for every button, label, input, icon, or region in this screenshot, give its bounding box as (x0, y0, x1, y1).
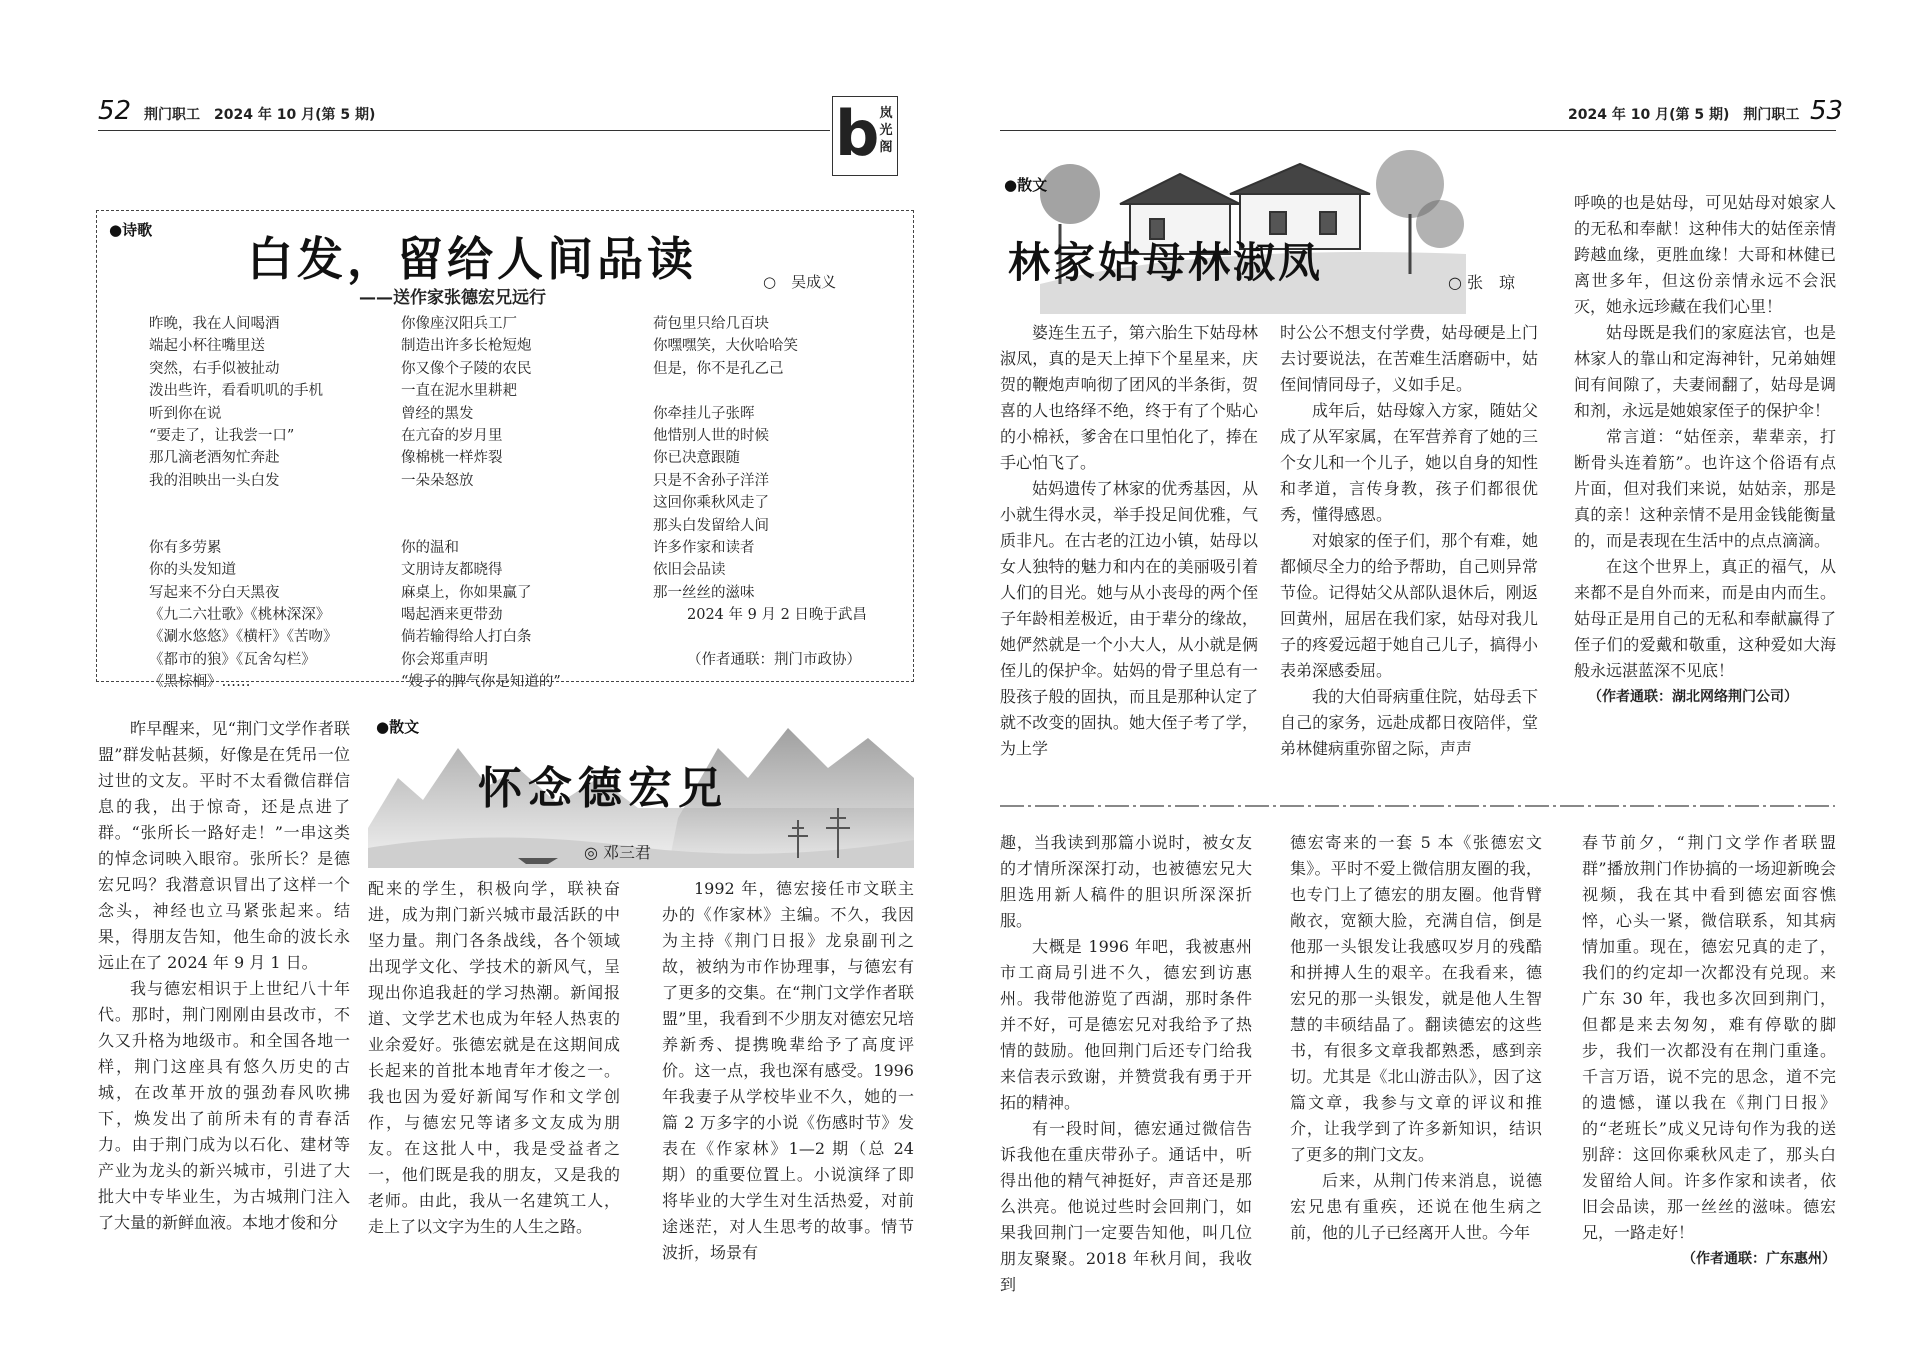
header-rule-right (1000, 130, 1836, 131)
essay1-author: ◎ 邓三君 (584, 843, 652, 862)
poem-tag: ●诗歌 (109, 221, 153, 239)
essay2-author: ○ 张 琼 (1448, 273, 1516, 292)
essay1-title: 怀念德宏兄 (478, 763, 728, 814)
essay1-column-5: 德宏寄来的一套 5 本《张德宏文集》。平时不爱上微信朋友圈的我，也专门上了德宏的朋友圈。他背臂敞衣，宽额大脸，充满自信，倒是他那一头银发让我感叹岁月的残酷和拼搏人生的艰辛。在我看来，德宏兄的那一头银发，就是他人生智慧的丰硕结晶了。翻读德宏的这些书，有很多文章我都熟悉，感到亲切。尤其是《北山游击队》，因了这篇文章，我参与文章的评议和推介，让我学到了许多新知识，结识了更多的荆门文友。 后来，从荆门传来消息，说德宏兄患有重疾，还说在他生病之前，他的儿子已经离开人世。今年 (1290, 833, 1542, 1242)
section-divider (1000, 802, 1835, 810)
essay1-column-1: 昨早醒来，见“荆门文学作者联盟”群发帖甚频，好像是在凭吊一位过世的文友。平时不太看微信群信息的我，出于惊奇，还是点进了群。“张所长一路好走！”一串这类的悼念词映入眼帘。张所长？是德宏兄吗？我潜意识冒出了这样一个念头，神经也立马紧张起来。结果，得朋友告知，他生命的波长永远止在了 2024 年 9 月 1 日。 我与德宏相识于上世纪八十年代。那时，荆门刚刚由县改市，不久又升格为地级市。和全国各地一样，荆门这座具有悠久历史的古城，在改革开放的强劲春风吹拂下，焕发出了前所未有的青春活力。由于荆门成为以石化、建材等产业为龙头的新兴城市，引进了大批大中专毕业生，为古城荆门注入了大量的新鲜血液。本地才俊和分 (98, 719, 350, 1232)
essay1-tag: ●散文 (376, 718, 420, 736)
essay2-column-2: 时公公不想支付学费，姑母硬是上门去讨要说法，在苦难生活磨砺中，姑侄间情同母子，义如手足。 成年后，姑母嫁入方家，随姑父成了从军家属，在军营养育了她的三个女儿和一个儿子，她以自身的知性和孝道，言传身教，孩子们都很优秀，懂得感恩。 对娘家的侄子们，那个有难，她都倾尽全力的给予帮助，自己则异常节俭。记得姑父从部队退休后，刚返回黄州，屈居在我们家，姑母对我儿子的疼爱远超于她自己儿子，搞得小表弟深感委屈。 我的大伯哥病重住院，姑母丢下自己的家务，远赴成都日夜陪伴，堂弟林健病重弥留之际，声声 (1280, 323, 1538, 758)
essay2-column-1: 婆连生五子，第六胎生下姑母林淑凤，真的是天上掉下个星星来，庆贺的鞭炮声响彻了团风的半条街，贺喜的人也络绎不绝，终于有了个贴心的小棉袄，爹舍在口里怕化了，捧在手心怕飞了。 姑妈遗传了林家的优秀基因，从小就生得水灵，举手投足间优雅，气质非凡。在古老的江边小镇，姑母以女人独特的魅力和内在的美丽吸引着人们的目光。她与从小丧母的两个侄子年龄相差极近，由于辈分的缘故，她俨然就是一个小大人，从小就是俩侄儿的保护伞。姑妈的骨子里总有一股孩子般的固执，而且是那种认定了就不改变的固执。她大侄子考了学，为上学 (1000, 323, 1258, 758)
poem-author: ○ 吴成义 (763, 273, 837, 291)
essay2-tag: ●散文 (1004, 176, 1048, 194)
page-header-left: 荆门职工 2024 年 10 月(第 5 期) (144, 107, 376, 123)
essay1-column-3: 1992 年，德宏接任市文联主办的《作家林》主编。不久，我因为主持《荆门日报》龙泉副刊之故，被纳为市作协理事，与德宏有了更多的交集。在“荆门文学作者联盟”里，我看到不少朋友对德宏兄培养新秀、提携晚辈给予了高度评价。这一点，我也深有感受。1996 年我妻子从学校毕业不久，她的一篇 2 万多字的小说《伤感时节》发表在《作家林》1—2 期（总 24 期）的重要位置上。小说演绎了即将毕业的大学生对生活热爱，对前途迷茫，对人生思考的故事。情节波折，场景有 (662, 879, 914, 1262)
page-header-right: 2024 年 10 月(第 5 期) 荆门职工 (1568, 107, 1800, 123)
header-rule-left (98, 130, 830, 131)
poem-column-2: 你像座汉阳兵工厂 制造出许多长枪短炮 你又像个子陵的农民 一直在泥水里耕耙 曾经的黑发 在亢奋的岁月里 像棉桃一样炸裂 一朵朵怒放 你的温和 文朋诗友都晓得 麻桌上，你如果赢了 喝起酒来更带劲 倘若输得给人打白条 你会郑重声明 “嫂子的脾气你是知道的” (401, 316, 561, 691)
essay1-author-note: （作者通联：广东惠州） (1682, 1251, 1836, 1267)
column-logo-letter: b (835, 97, 880, 170)
poem-subtitle: ——送作家张德宏兄远行 (359, 288, 546, 308)
poem-column-1: 昨晚，我在人间喝酒 端起小杯往嘴里送 突然，右手似被扯动 泼出些许，看看叽叽的手机 听到你在说 “要走了，让我尝一口” 那几滴老酒匆忙奔赴 我的泪映出一头白发 你有多劳累 你的头发知道 写起来不分白天黑夜 《九二六壮歌》《桃林深深》 《涮水悠悠》《横杆》《苦吻》 《都市的狼》《瓦舍勾栏》 《黑棕榈》…… (149, 316, 338, 691)
essay2-banner (1000, 134, 1466, 314)
essay2-title: 林家姑母林淑凤 (1008, 238, 1324, 287)
essay1-banner (368, 708, 914, 868)
essay2-column-3: 呼唤的也是姑母，可见姑母对娘家人的无私和奉献！这种伟大的姑侄亲情跨越血缘，更胜血缘！大哥和林健已离世多年，但这份亲情永远不会泯灭，她永远珍藏在我们心里！ 姑母既是我们的家庭法官，也是林家人的靠山和定海神针，兄弟妯娌间有间隙了，夫妻闹翻了，姑母是调和剂，永远是她娘家侄子的保护伞！ 常言道：“姑侄亲，辈辈亲，打断骨头连着筋”。也许这个俗语有点片面，但对我们来说，姑姑亲，那是真的亲！这种亲情不是用金钱能衡量的，而是表现在生活中的点点滴滴。 在这个世界上，真正的福气，从来都不是自外而来，而是由内而生。姑母正是用自己的无私和奉献赢得了侄子们的爱戴和敬重，这种爱如大海般永远湛蓝深不见底！ （作者通联：湖北网络荆门公司） (1574, 190, 1836, 710)
right-page (960, 0, 1920, 1357)
essay1-column-2: 配来的学生，积极向学，联袂奋进，成为荆门新兴城市最活跃的中坚力量。荆门各条战线，各个领域出现学文化、学技术的新风气，呈现出你追我赶的学习热潮。新闻报道、文学艺术也成为年轻人热衷的业余爱好。张德宏就是在这期间成长起来的首批本地青年才俊之一。我也因为爱好新闻写作和文学创作，与德宏兄等诸多文友成为朋友。在这批人中，我是受益者之一，他们既是我的朋友，又是我的老师。由此，我从一名建筑工人，走上了以文字为生的人生之路。 (368, 879, 620, 1236)
poem-column-3: 荷包里只给几百块 你嘿嘿笑，大伙哈哈笑 但是，你不是孔乙己 你牵挂儿子张晖 他惜别人世的时候 你已决意跟随 只是不舍孙子洋洋 这回你乘秋风走了 那头白发留给人间 许多作家和读者 依旧会品读 那一丝丝的滋味 2024 年 9 月 2 日晚于武昌 （作者通联：荆门市政协） (653, 316, 867, 668)
essay1-column-4: 趣，当我读到那篇小说时，被女友的才情所深深打动，也被德宏兄大胆选用新人稿件的胆识所深深折服。 大概是 1996 年吧，我被惠州市工商局引进不久，德宏到访惠州。我带他游览了西湖，那时条件并不好，可是德宏兄对我给予了热情的鼓励。他回荆门后还专门给我来信表示致谢，并赞赏我有勇于开拓的精神。 有一段时间，德宏通过微信告诉我他在重庆带孙子。通话中，听得出他的精气神挺好，声音还是那么洪亮。他说过些时会回荆门，如果我回荆门一定要告知他，叫几位朋友聚聚。2018 年秋月间，我收到 (1000, 833, 1252, 1294)
column-logo-name: 岚光阁 (879, 106, 893, 155)
column-logo (832, 96, 898, 176)
poem-box (96, 210, 914, 691)
essay2-author-note: （作者通联：湖北网络荆门公司） (1588, 689, 1798, 705)
poem-title: 白发，留给人间品读 (247, 232, 697, 286)
page-number-left: 52 (98, 96, 132, 126)
essay1-column-6: 春节前夕，“荆门文学作者联盟群”播放荆门作协搞的一场迎新晚会视频，我在其中看到德宏面容憔悴，心头一紧，微信联系，知其病情加重。现在，德宏兄真的走了，我们的约定却一次都没有兑现。来广东 30 年，我也多次回到荆门，但都是来去匆匆，难有停歇的脚步，我们一次都没有在荆门重逢。千言万语，说不完的思念，道不完的遗憾，谨以我在《荆门日报》的“老班长”成义兄诗句作为我的送别辞：这回你乘秋风走了，那头白发留给人间。许多作家和读者，依旧会品读，那一丝丝的滋味。德宏兄，一路走好！ （作者通联：广东惠州） (1582, 830, 1836, 1272)
page-number-right: 53 (1810, 96, 1844, 126)
